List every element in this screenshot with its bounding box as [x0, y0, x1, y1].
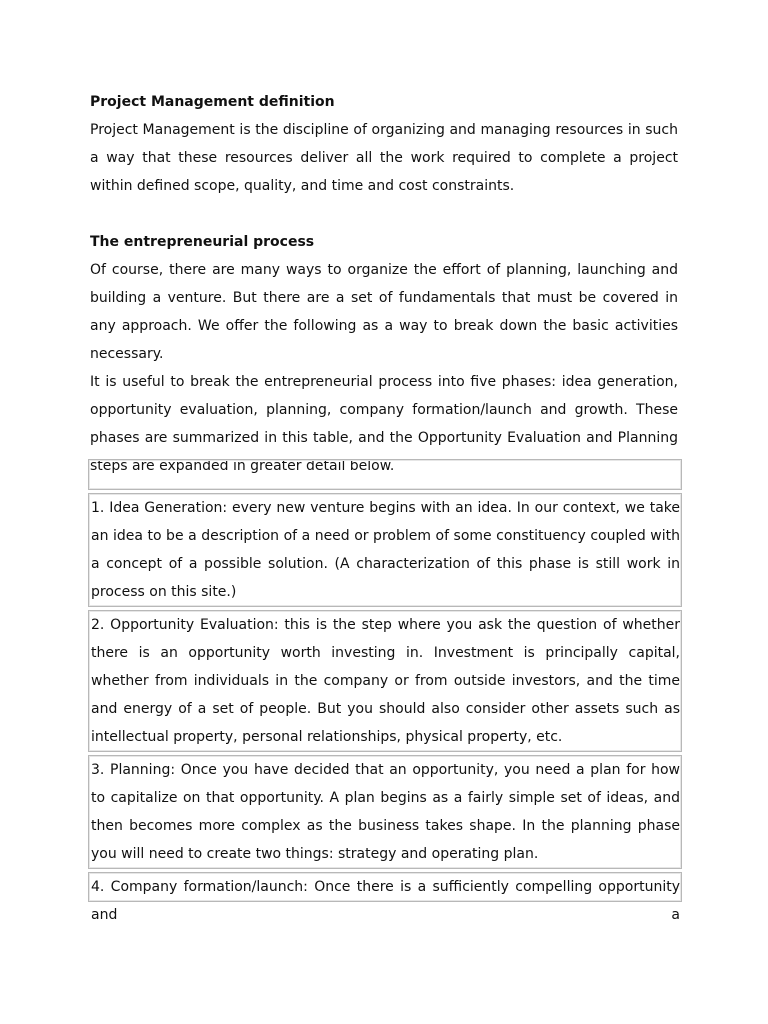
section-heading-entrepreneurial-process: The entrepreneurial process — [90, 234, 315, 250]
spacer — [90, 200, 678, 228]
table-header-cell — [88, 459, 682, 490]
paragraph-entrepreneurial-intro: Of course, there are many ways to organize the effort of planning, launching and building a venture. But there are a set of fundamentals that must be covered in any approach. We offer the following as a way to break down the basic activities necessary. — [90, 262, 678, 362]
paragraph-entrepreneurial-phases: It is useful to break the entrepreneurial process into five phases: idea generation, opportunity evaluation, planning, company formation/launch and growth. These phases are summarized in this table, and the Opportunity Evaluation and Planning steps are expanded in greater detail below. — [90, 374, 678, 474]
table-row-company-formation: 4. Company formation/launch: Once there is a sufficiently compelling opportunity and a — [88, 872, 682, 902]
document-page — [90, 88, 678, 480]
paragraph-project-management-definition: Project Management is the discipline of organizing and managing resources in such a way that these resources deliver all the work required to complete a project within defined scope, quality, and time and cost constraints. — [90, 122, 678, 194]
table-row-idea-generation: 1. Idea Generation: every new venture begins with an idea. In our context, we take an idea to be a description of a need or problem of some constituency coupled with a concept of a possible solution. (A characterization of this phase is still work in process on this site.) — [88, 493, 682, 607]
section-heading-project-management: Project Management definition — [90, 94, 335, 110]
table-row-planning: 3. Planning: Once you have decided that an opportunity, you need a plan for how to capitalize on that opportunity. A plan begins as a fairly simple set of ideas, and then becomes more complex as the business takes shape. In the planning phase you will need to create two things: strategy and operating plan. — [88, 755, 682, 869]
phases-table — [88, 459, 682, 923]
table-row-opportunity-evaluation: 2. Opportunity Evaluation: this is the step where you ask the question of whether there is an opportunity worth investing in. Investment is principally capital, whether from individuals in the company or from outside investors, and the time and energy of a set of people. But you should also consider other assets such as intellectual property, personal relationships, physical property, etc. — [88, 610, 682, 752]
